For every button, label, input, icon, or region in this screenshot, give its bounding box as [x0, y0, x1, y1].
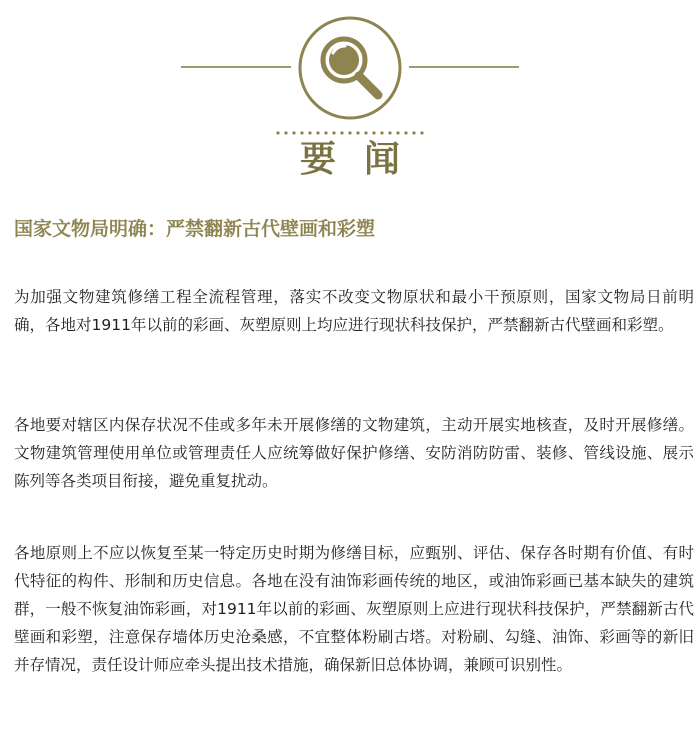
dotted-divider: [276, 131, 424, 135]
article-paragraph-3: 各地原则上不应以恢复至某一特定历史时期为修缮目标，应甄别、评估、保存各时期有价值、有时代特征的构件、形制和历史信息。各地在没有油饰彩画传统的地区，或油饰彩画已基本缺失的建筑群，一般不恢复油饰彩画，对1911年以前的彩画、灰塑原则上应进行现状科技保护，严禁翻新古代壁画和彩塑，注意保存墙体历史沧桑感，不宜整体粉刷古塔。对粉刷、勾缝、油饰、彩画等的新旧并存情况，责任设计师应牵头提出技术措施，确保新旧总体协调，兼顾可识别性。: [14, 544, 694, 674]
article-paragraph-1: 为加强文物建筑修缮工程全流程管理，落实不改变文物原状和最小干预原则，国家文物局日前明确，各地对1911年以前的彩画、灰塑原则上均应进行现状科技保护，严禁翻新古代壁画和彩塑。: [14, 288, 694, 334]
article-paragraph-2: 各地要对辖区内保存状况不佳或多年未开展修缮的文物建筑，主动开展实地核查，及时开展修缮。文物建筑管理使用单位或管理责任人应统筹做好保护修缮、安防消防防雷、装修、管线设施、展示陈列等各类项目衔接，避免重复扰动。: [14, 416, 694, 490]
header-banner: [0, 0, 700, 200]
article-title: 国家文物局明确：严禁翻新古代壁画和彩塑: [14, 218, 376, 240]
section-heading: 要闻: [299, 139, 428, 180]
magnifier-icon: [297, 15, 403, 121]
divider-line-left: [181, 66, 291, 68]
divider-line-right: [409, 66, 519, 68]
